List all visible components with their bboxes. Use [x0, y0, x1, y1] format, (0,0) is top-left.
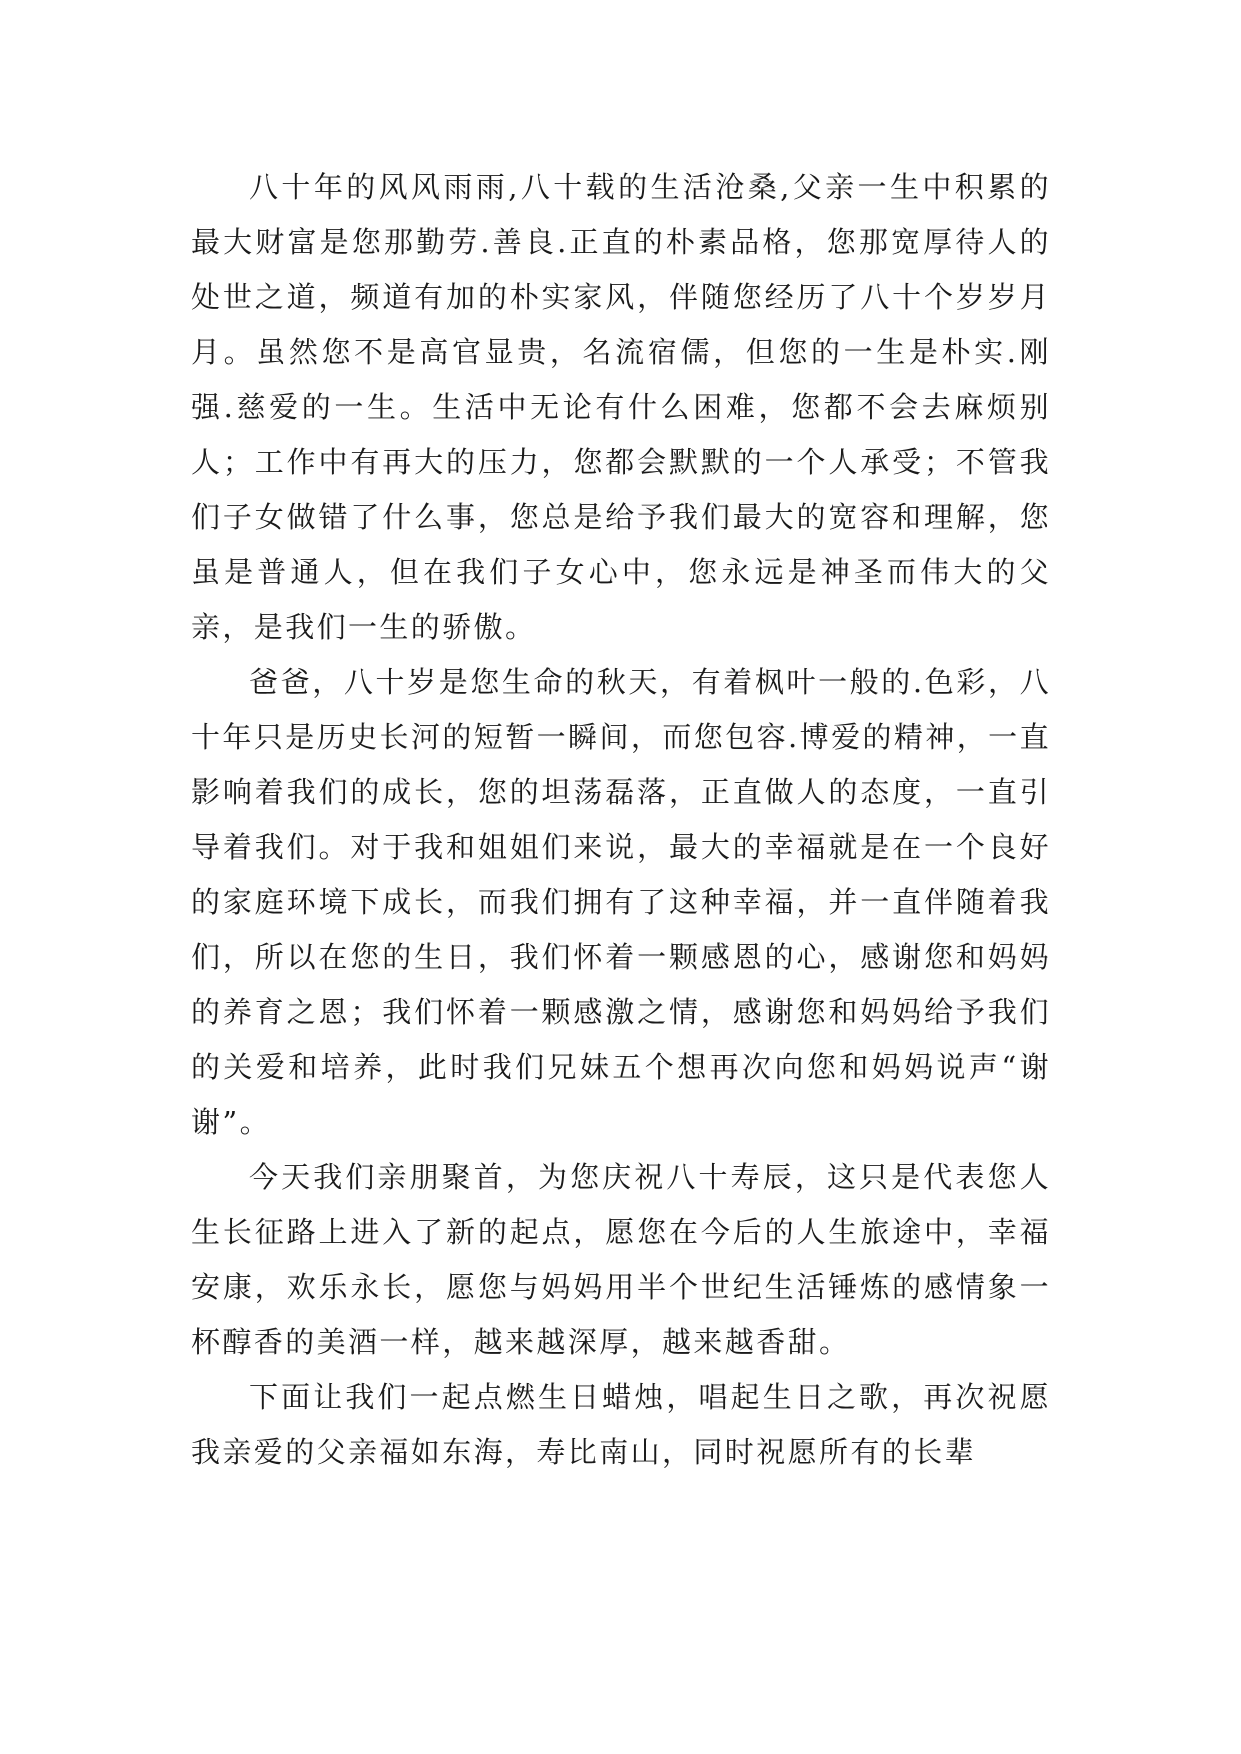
document-body	[191, 160, 1051, 1480]
paragraph-2: 爸爸，八十岁是您生命的秋天，有着枫叶一般的.色彩，八十年只是历史长河的短暂一瞬间，而您包容.博爱的精神，一直影响着我们的成长，您的坦荡磊落，正直做人的态度，一直引导着我们。对于我和姐姐们来说，最大的幸福就是在一个良好的家庭环境下成长，而我们拥有了这种幸福，并一直伴随着我们，所以在您的生日，我们怀着一颗感恩的心，感谢您和妈妈的养育之恩；我们怀着一颗感激之情，感谢您和妈妈给予我们的关爱和培养，此时我们兄妹五个想再次向您和妈妈说声“谢谢”。	[191, 665, 1051, 1139]
paragraph-4: 下面让我们一起点燃生日蜡烛，唱起生日之歌，再次祝愿我亲爱的父亲福如东海，寿比南山，同时祝愿所有的长辈	[191, 1380, 1051, 1469]
paragraph-3: 今天我们亲朋聚首，为您庆祝八十寿辰，这只是代表您人生长征路上进入了新的起点，愿您在今后的人生旅途中，幸福安康，欢乐永长，愿您与妈妈用半个世纪生活锤炼的感情象一杯醇香的美酒一样，越来越深厚，越来越香甜。	[191, 1160, 1051, 1359]
paragraph-1: 八十年的风风雨雨,八十载的生活沧桑,父亲一生中积累的最大财富是您那勤劳.善良.正直的朴素品格，您那宽厚待人的处世之道，频道有加的朴实家风，伴随您经历了八十个岁岁月月。虽然您不是高官显贵，名流宿儒，但您的一生是朴实.刚强.慈爱的一生。生活中无论有什么困难，您都不会去麻烦别人；工作中有再大的压力，您都会默默的一个人承受；不管我们子女做错了什么事，您总是给予我们最大的宽容和理解，您虽是普通人，但在我们子女心中，您永远是神圣而伟大的父亲，是我们一生的骄傲。	[191, 170, 1051, 644]
